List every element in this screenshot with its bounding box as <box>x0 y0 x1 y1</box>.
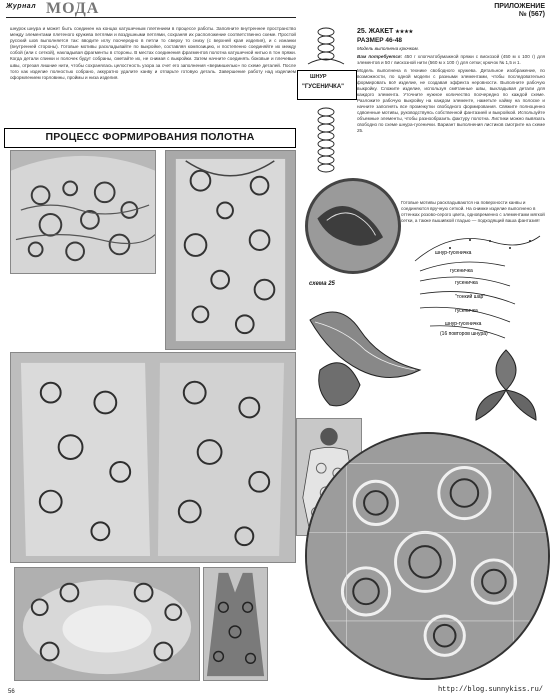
page-number: 56 <box>8 689 15 695</box>
cord-label-line1: ШНУР <box>310 74 327 80</box>
photo-lace-back <box>14 567 200 681</box>
scheme-label: схема 25 <box>309 281 335 287</box>
side-note-text: Готовые мотивы раскладываются на поверхности канвы и соединяются вручную сеткой. На снимке изделие выполнено в оттенках розово-серого цвета, одновременно с элементами мягкой сетки, а также вышивкой гладью — подходящий ваша фантазия! <box>401 200 545 223</box>
watermark-url: http://blog.sunnykiss.ru/ <box>437 686 543 694</box>
model-description <box>357 54 545 134</box>
model-number: 25. ЖАКЕТ <box>357 28 394 35</box>
difficulty-stars: ★★★★ <box>395 29 414 35</box>
scheme-25-diagram <box>410 226 550 346</box>
issue-info <box>494 3 545 19</box>
section-banner: ПРОЦЕСС ФОРМИРОВАНИЯ ПОЛОТНА <box>4 128 296 148</box>
supplement-label: ПРИЛОЖЕНИЕ <box>494 3 545 10</box>
photo-lace-canvas-2 <box>165 150 296 350</box>
cord-label-line2: "ГУСЕНИЧКА" <box>302 84 345 90</box>
materials-label: Вам потребуется: <box>357 54 403 59</box>
photo-lace-front <box>203 567 268 681</box>
photo-lace-pieces <box>10 352 296 563</box>
lace-closeup-circle <box>305 432 550 680</box>
leaf-motif-drawing <box>300 290 430 420</box>
closeup-circle <box>305 178 401 274</box>
scheme-label-1: шнур-гусеничка <box>435 250 472 256</box>
journal-logo: МОДА <box>46 0 100 17</box>
model-title <box>357 28 413 35</box>
scheme-label-3: гусеничка <box>455 280 478 286</box>
flower-motif-drawing <box>466 340 546 430</box>
model-size: РАЗМЕР 46-48 <box>357 37 403 44</box>
scheme-label-6: шнур-гусеничка <box>445 321 482 327</box>
materials-text: 450 г хлопчатобумажной пряжи с вискозой (450 м x 100 г) для элементов и 50 г вискозной нити (560 м x 100 г) для сетки; крючок № 1,5 и 1. <box>357 54 545 65</box>
scheme-label-2: гусеничка <box>450 268 473 274</box>
scheme-label-4: "тонкий шар" <box>455 294 486 300</box>
model-text: Модель выполнена в технике свободного кружева. Детальное изображение, по возможности, по одной модели с разными элементами, чтобы последовательно формировать всё изделие, не создавая эффекта неровности. Выполните рабочую выкройку. Сложите изделие, используя смётанные швы, выкладывая детали для каждого элемента. Уточните нужное количество поочередно по каждой схеме. Разложите рабочую выкройку на каждом элементе, наметьте кайму на полоске и начните заполнять все промежутки свободного формирования. Свяжите полноценно сдвоенные мотивы, руководствуясь собственной фантазией и выкройкой. Используйте объемные элементы, чтобы разнообразить фактуру полотна. Листики можно вывязать свободно по схеме шнура-гусенички. Вариант выполнения листиков смотрите на схеме 25. <box>357 68 545 133</box>
model-subtitle: Модель выполнена крючком. <box>357 46 419 51</box>
issue-number: № (567) <box>518 11 545 18</box>
header-rule <box>6 17 296 18</box>
photo-lace-canvas-1 <box>10 150 156 274</box>
instructions-text: шнурок шнура и может быть соединен на концах катушечным плетением в процессе работы. Заполните внутреннее пространство между элементами плетеного кружева петлями и воздушными петлями, сохраняя их расположение соответственно схеме. Простой русский шов выполняется так: вводите иглу поочередно в петли то сверху то снизу (с верхней края изделия), и с изнанки (внутренней стороны). Готовые мотивы раскладывайте по выкройке, составляя композицию, и постепенно соединяйте их между собой (или с сеткой), накладывая фрагменты в стороны. В местах соединения фрагментов полотна катушечной нитью в тон пряжи. Когда детали спинки и полочек будут собраны, сметайте их, не снимая с выкройки. Затем начните соединять боковые и плечевые швы, отрезая лишние нити, чтобы сохранялась целостность узора за счет его заполнения «вермишелью» по схеме деталей. После того как изделие полностью собрано, аккуратно удалите канву и отпарьте готовую деталь. Завершение работу над изделием оформлением горловины, проймы и низа изделия. <box>10 26 296 80</box>
cord-label-box <box>297 70 357 100</box>
scheme-label-7: (16 повторов шнура) <box>440 331 488 337</box>
scheme-label-5: гусеничка <box>455 308 478 314</box>
journal-label: Журнал <box>6 3 37 10</box>
